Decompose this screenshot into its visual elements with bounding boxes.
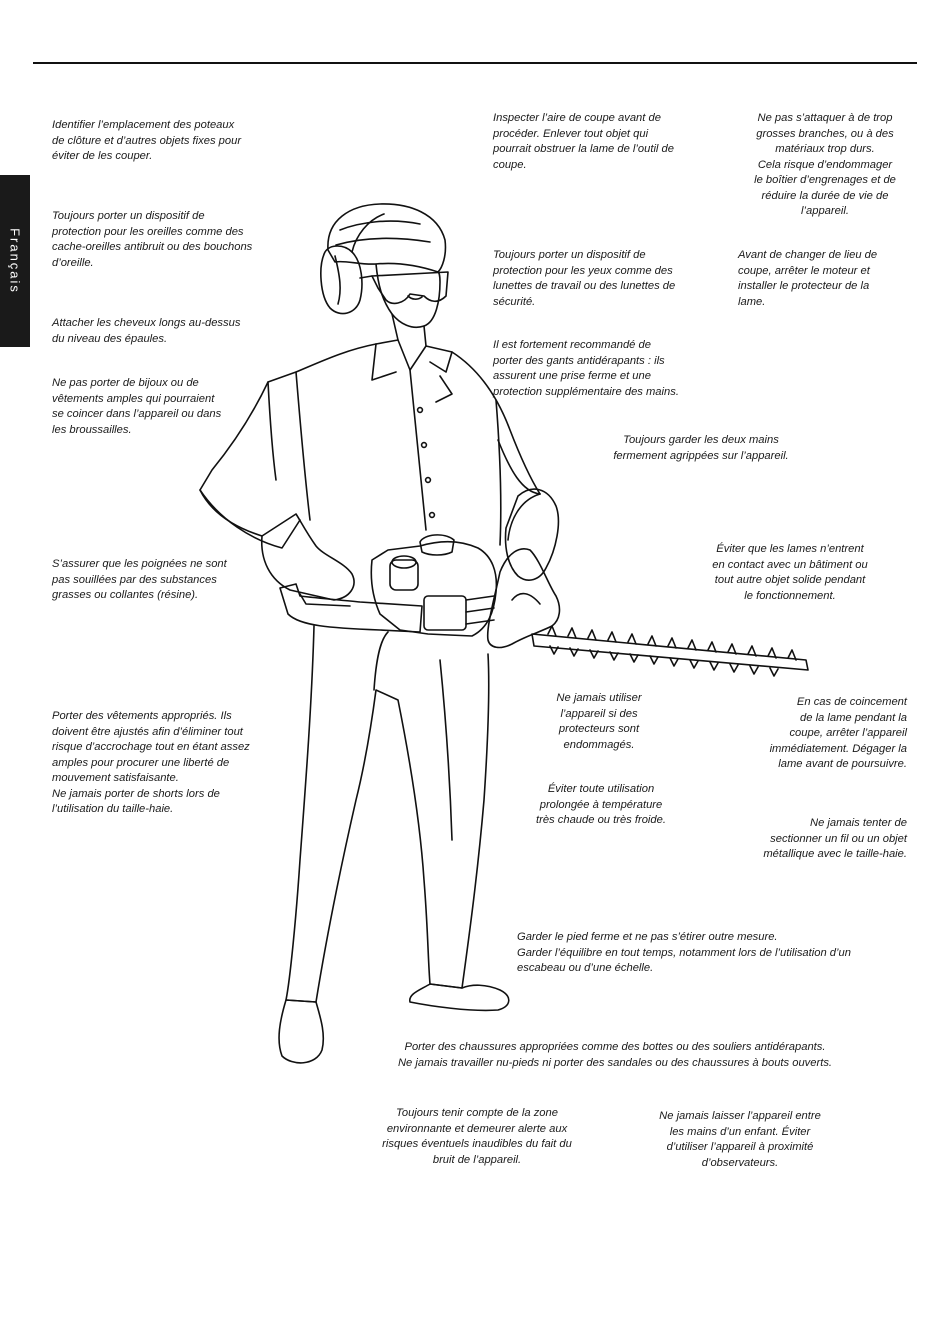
note-footing: Garder le pied ferme et ne pas s’étirer outre mesure. Garder l’équilibre en tout temps, notamment lors de l’utilisation d’un escabeau ou d’une échelle. — [517, 931, 851, 974]
note-fence-posts: Identifier l’emplacement des poteaux de clôture et d’autres objets fixes pour éviter de les couper. — [52, 119, 242, 162]
note-gloves: Il est fortement recommandé de porter des gants antidérapants : ils assurent une prise ferme et une protection supplémentaire des mains. — [493, 339, 679, 398]
note-jewelry: Ne pas porter de bijoux ou de vêtements amples qui pourraient se coincer dans l’appareil ou dans les broussailles. — [52, 377, 222, 436]
note-long-hair: Attacher les cheveux longs au-dessus du niveau des épaules. — [52, 317, 241, 345]
note-blades-contact: Éviter que les lames n’entrent en contact avec un bâtiment ou tout autre objet solide pendant le fonctionnement. — [712, 543, 868, 602]
note-clothing: Porter des vêtements appropriés. Ils doivent être ajustés afin d’éliminer tout risque d’accrochage tout en étant assez amples pour procurer une liberté de mouvement satisfaisante. Ne jamais porter de shorts lors de l’utilisation du taille-haie. — [52, 710, 250, 815]
note-large-branches: Ne pas s’attaquer à de trop grosses branches, ou à des matériaux trop durs. Cela risque d’endommager le boîtier d’engrenages et de réduire la durée de vie de l’appareil. — [754, 112, 896, 217]
note-temperature: Éviter toute utilisation prolongée à température très chaude ou très froide. — [536, 783, 666, 826]
note-damaged-guards: Ne jamais utiliser l’appareil si des protecteurs sont endommagés. — [556, 692, 642, 751]
note-move-area: Avant de changer de lieu de coupe, arrêter le moteur et installer le protecteur de la lame. — [738, 249, 878, 308]
note-eye-protection: Toujours porter un dispositif de protection pour les yeux comme des lunettes de travail ou des lunettes de sécurité. — [493, 249, 676, 308]
language-tab-label: Français — [7, 228, 23, 294]
trousers — [286, 626, 489, 1002]
note-footwear: Porter des chaussures appropriées comme des bottes ou des souliers antidérapants. Ne jamais travailler nu-pieds ni porter des sandales ou des chaussures à bouts ouverts. — [397, 1041, 833, 1069]
note-inspect-area: Inspecter l’aire de coupe avant de procéder. Enlever tout objet qui pourrait obstruer la lame de l’outil de coupe. — [493, 112, 674, 171]
note-handles-clean: S’assurer que les poignées ne sont pas souillées par des substances grasses ou collantes (résine). — [52, 558, 227, 601]
note-both-hands: Toujours garder les deux mains fermement agrippées sur l’appareil. — [613, 434, 789, 462]
ear-muff — [321, 246, 362, 314]
right-shoe — [410, 984, 509, 1010]
trimmer-blade — [532, 634, 808, 670]
left-shoe — [279, 1000, 323, 1063]
collar — [376, 340, 452, 372]
right-glove — [506, 489, 559, 580]
shirt — [200, 344, 376, 536]
note-blade-jam: En cas de coincement de la lame pendant la coupe, arrêter l’appareil immédiatement. Dégager la lame avant de poursuivre. — [769, 696, 907, 770]
note-wire-metal: Ne jamais tenter de sectionner un fil ou un objet métallique avec le taille-haie. — [763, 817, 907, 860]
note-surroundings: Toujours tenir compte de la zone environnante et demeurer alerte aux risques éventuels inaudibles du fait du bruit de l’appareil. — [382, 1107, 572, 1166]
note-children: Ne jamais laisser l’appareil entre les mains d’un enfant. Éviter d’utiliser l’appareil à proximité d’observateurs. — [659, 1110, 821, 1169]
note-ear-protection: Toujours porter un dispositif de protection pour les oreilles comme des cache-oreilles antibruit ou des bouchons d’oreille. — [52, 210, 253, 269]
